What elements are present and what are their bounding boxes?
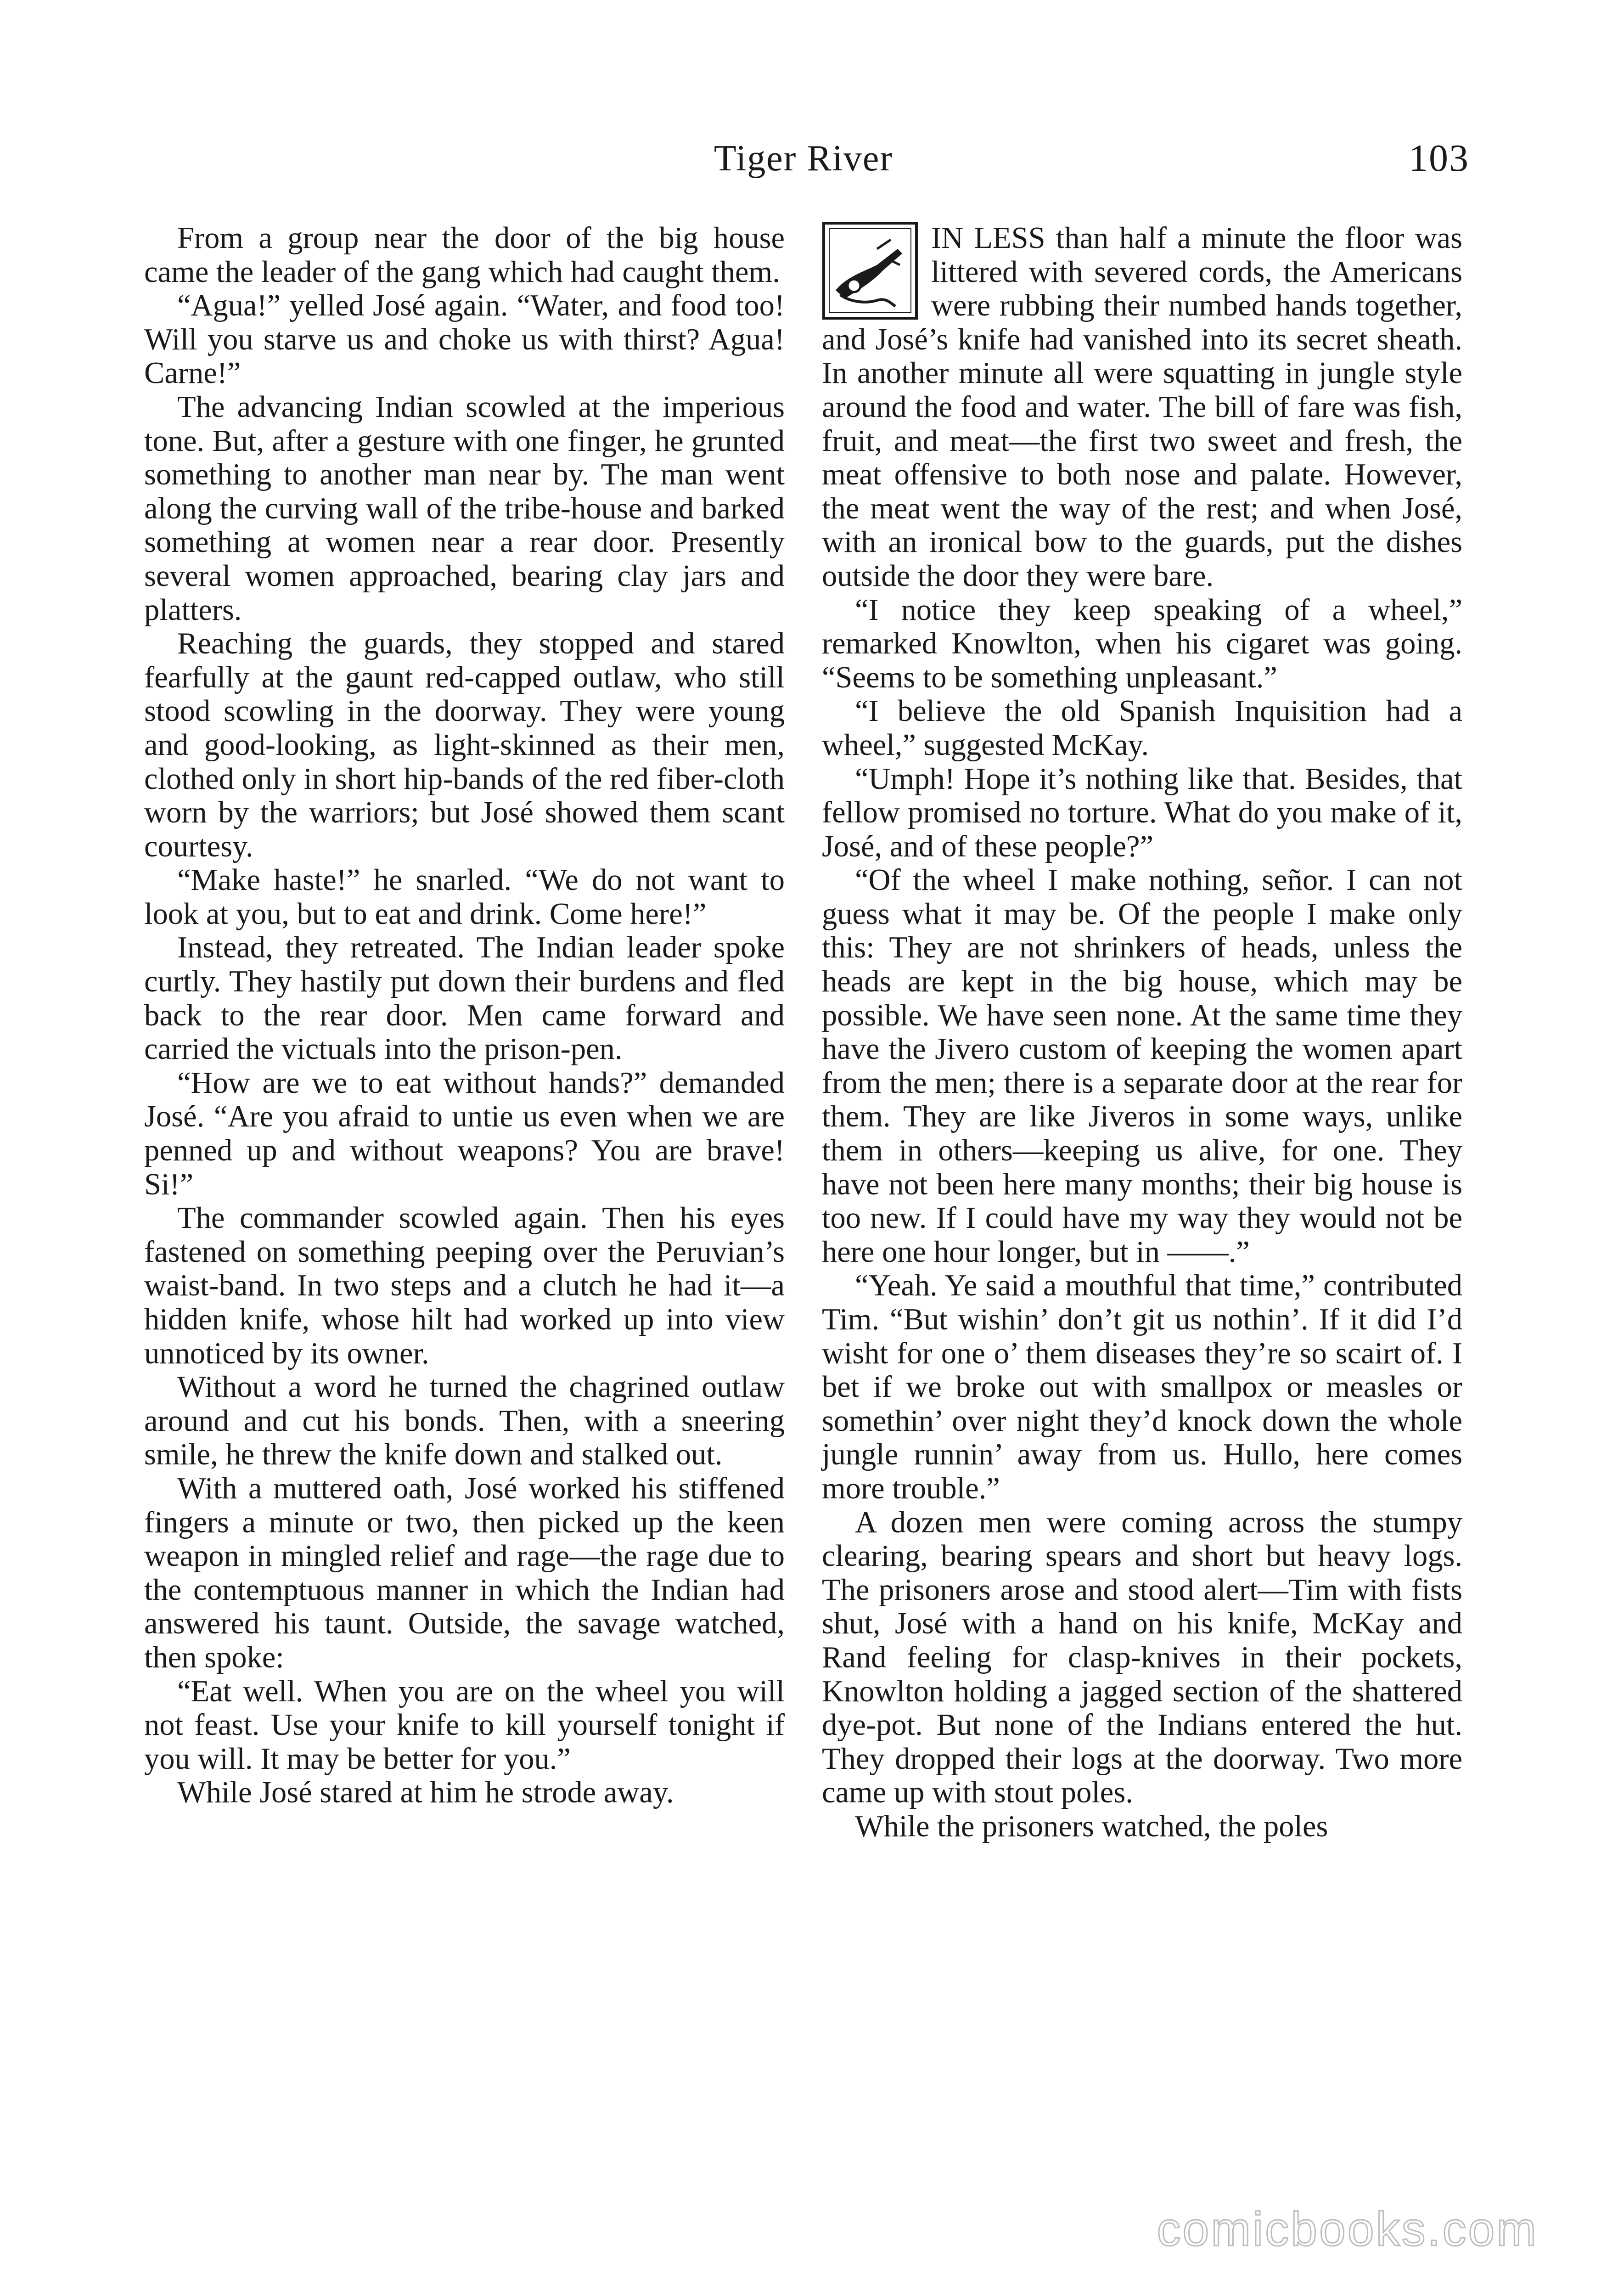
paragraph: The advancing Indian scowled at the imperious tone. But, after a gesture with one finger, he grunted something to another man near by. The man went along the curving wall of the tribe-house and barked something at women near a rear door. Presently several women approached, bearing clay jars and platters.: [144, 390, 785, 627]
paragraph: Reaching the guards, they stopped and stared fearfully at the gaunt red-capped outlaw, who still stood scowling in the doorway. They were young and good-looking, as light-skinned as their men, clothed only in short hip-bands of the red fiber-cloth worn by the warriors; but José showed them scant courtesy.: [144, 627, 785, 863]
right-column: [822, 221, 1462, 1844]
paragraph: From a group near the door of the big house came the leader of the gang which had caught them.: [144, 221, 785, 289]
paragraph: “Make haste!” he snarled. “We do not want to look at you, but to eat and drink. Come here!”: [144, 863, 785, 931]
paragraph: Instead, they retreated. The Indian leader spoke curtly. They hastily put down their burdens and fled back to the rear door. Men came forward and carried the victuals into the prison-pen.: [144, 931, 785, 1066]
left-column: [144, 221, 785, 1810]
paragraph: The commander scowled again. Then his eyes fastened on something peeping over the Peruvian’s waist-band. In two steps and a clutch he had it—a hidden knife, whose hilt had worked up into view unnoticed by its owner.: [144, 1201, 785, 1370]
paragraph: “Eat well. When you are on the wheel you will not feast. Use your knife to kill yourself tonight if you will. It may be better for you.”: [144, 1674, 785, 1776]
paragraph: “I notice they keep speaking of a wheel,” remarked Knowlton, when his cigaret was going. “Seems to be something unpleasant.”: [822, 593, 1462, 694]
running-title: Tiger River: [714, 138, 893, 179]
paragraph: A dozen men were coming across the stumpy clearing, bearing spears and short but heavy logs. The prisoners arose and stood alert—Tim with fists shut, José with a hand on his knife, McKay and Rand feeling for clasp-knives in their pockets, Knowlton holding a jagged section of the shattered dye-pot. But none of the Indians entered the hut. They dropped their logs at the doorway. Two more came up with stout poles.: [822, 1505, 1462, 1810]
paragraph: “Umph! Hope it’s nothing like that. Besides, that fellow promised no torture. What do you make of it, José, and of these people?”: [822, 762, 1462, 863]
page-number: 103: [1409, 137, 1469, 180]
paragraph: “Of the wheel I make nothing, señor. I can not guess what it may be. Of the people I make only this: They are not shrinkers of heads, unless the heads are kept in the big house, which may be possible. We have seen none. At the same time they have the Jivero custom of keeping the women apart from the men; there is a separate door at the rear for them. They are like Jiveros in some ways, unlike them in others—keeping us alive, for one. They have not been here many months; their big house is too new. If I could have my way they would not be here one hour longer, but in ——.”: [822, 863, 1462, 1269]
paragraph: “Yeah. Ye said a mouthful that time,” contributed Tim. “But wishin’ don’t git us nothin’. If it did I’d wisht for one o’ them diseases they’re so scairt of. I bet if we broke out with smallpox or measles or somethin’ over night they’d knock down the whole jungle runnin’ away from us. Hullo, here comes more trouble.”: [822, 1269, 1462, 1505]
hand-with-knife-ornament-icon: [822, 221, 918, 320]
paragraph-drop-cap: IN LESS than half a minute the floor was littered with severed cords, the Americans were rubbing their numbed hands together, and José’s knife had vanished into its secret sheath. In another minute all were squatting in jungle style around the food and water. The bill of fare was fish, fruit, and meat—the first two sweet and fresh, the meat offensive to both nose and palate. However, the meat went the way of the rest; and when José, with an ironical bow to the guards, put the dishes outside the door they were bare.: [822, 221, 1462, 593]
paragraph: With a muttered oath, José worked his stiffened fingers a minute or two, then picked up the keen weapon in mingled relief and rage—the rage due to the contemptuous manner in which the Indian had answered his taunt. Outside, the savage watched, then spoke:: [144, 1471, 785, 1674]
paragraph: “I believe the old Spanish Inquisition had a wheel,” suggested McKay.: [822, 694, 1462, 762]
paragraph: “How are we to eat without hands?” demanded José. “Are you afraid to untie us even when we are penned up and without weapons? You are brave! Si!”: [144, 1066, 785, 1201]
watermark-logo: comicbooks.com: [1157, 2203, 1538, 2256]
page-header: [138, 133, 1469, 197]
paragraph: “Agua!” yelled José again. “Water, and food too! Will you starve us and choke us with thirst? Agua! Carne!”: [144, 289, 785, 390]
paragraph: While José stared at him he strode away.: [177, 1776, 674, 1810]
paragraph: While the prisoners watched, the poles: [855, 1809, 1328, 1843]
paragraph: Without a word he turned the chagrined outlaw around and cut his bonds. Then, with a sneering smile, he threw the knife down and stalked out.: [144, 1370, 785, 1472]
